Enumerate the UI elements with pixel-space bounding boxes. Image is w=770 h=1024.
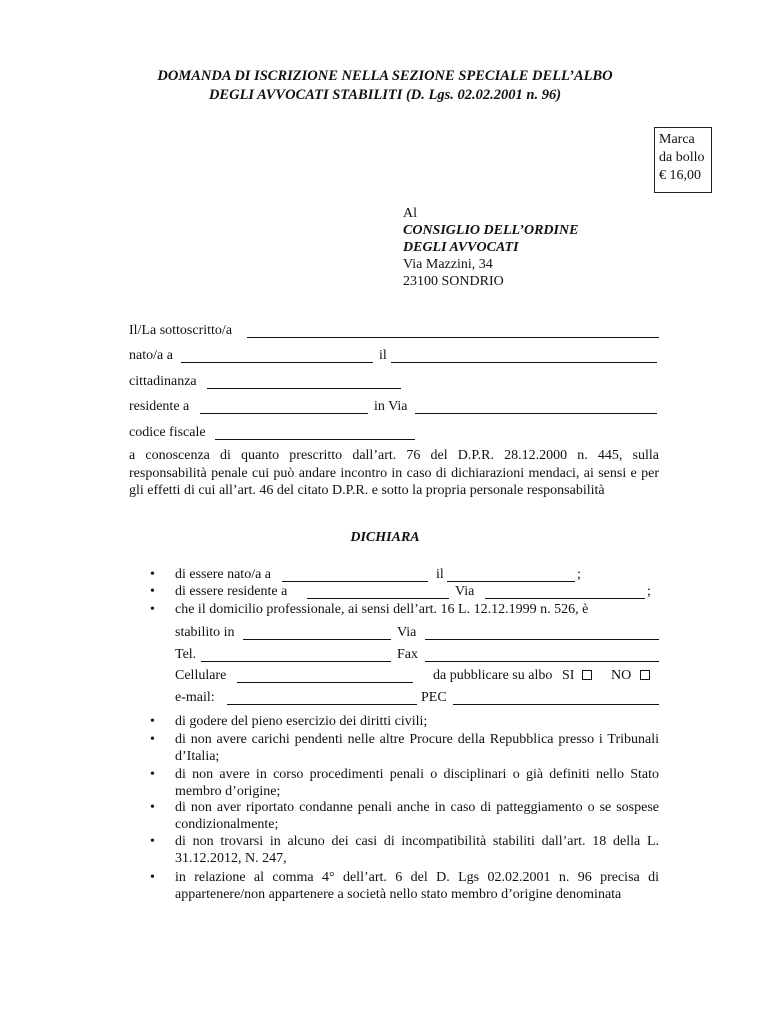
declaration-domicile-label: che il domicilio professionale, ai sensi dell’art. 16 L. 12.12.1999 n. 526, è	[175, 602, 589, 617]
bullet-icon: •	[150, 714, 155, 729]
bullet-icon: •	[150, 800, 155, 815]
mobile-field[interactable]	[237, 668, 413, 683]
publish-label: da pubblicare su albo	[433, 668, 553, 683]
declares-heading: DICHIARA	[350, 530, 420, 545]
pec-field[interactable]	[453, 690, 659, 705]
email-field[interactable]	[227, 690, 417, 705]
undersigned-field[interactable]	[247, 323, 659, 338]
declaration-born-end: ;	[577, 567, 581, 582]
no-label: NO	[611, 668, 632, 683]
established-in-label: stabilito in	[175, 625, 235, 640]
publish-yes-checkbox[interactable]	[582, 670, 592, 680]
citizenship-label: cittadinanza	[129, 374, 197, 389]
domicile-city-field[interactable]	[243, 625, 391, 640]
bullet-icon: •	[150, 767, 155, 782]
addressee-org-line-1: CONSIGLIO DELL’ORDINE	[403, 223, 579, 238]
email-label: e-mail:	[175, 690, 215, 705]
born-in-label: nato/a a	[129, 348, 173, 363]
declaration-born-label: di essere nato/a a	[175, 567, 272, 582]
form-title	[60, 67, 710, 105]
addressee-city: 23100 SONDRIO	[403, 274, 504, 289]
tax-code-row	[129, 424, 659, 442]
born-on-label: il	[379, 348, 387, 363]
undersigned-row	[129, 322, 659, 340]
declaration-resident-end: ;	[647, 584, 651, 599]
undersigned-label: Il/La sottoscritto/a	[129, 323, 233, 338]
domicile-street-field[interactable]	[425, 625, 659, 640]
addressee-street: Via Mazzini, 34	[403, 257, 493, 272]
tel-field[interactable]	[201, 647, 391, 662]
addressee-org-line-2: DEGLI AVVOCATI	[403, 240, 519, 255]
revenue-stamp-box	[654, 127, 712, 193]
bullet-icon: •	[150, 584, 155, 599]
declaration-birthdate-field[interactable]	[447, 567, 575, 582]
domicile-street-label: Via	[397, 625, 417, 640]
declaration-item: di godere del pieno esercizio dei diritti civili;	[175, 714, 428, 729]
stamp-line-1: Marca	[659, 132, 695, 147]
declaration-residence-city-field[interactable]	[307, 584, 449, 599]
declaration-item: di non avere carichi pendenti nelle altre Procure della Repubblica presso i Tribunali d’Italia;	[175, 732, 659, 764]
publish-no-checkbox[interactable]	[640, 670, 650, 680]
residence-row	[129, 398, 659, 416]
birthplace-field[interactable]	[181, 348, 373, 363]
addressee-block	[403, 205, 578, 290]
title-line-2: DEGLI AVVOCATI STABILITI (D. Lgs. 02.02.2001 n. 96)	[208, 87, 562, 103]
tax-code-label: codice fiscale	[129, 425, 206, 440]
declaration-item: di non trovarsi in alcuno dei casi di incompatibilità stabiliti dall’art. 18 della L. 31.12.2012, N. 247,	[175, 834, 659, 866]
citizenship-field[interactable]	[207, 374, 401, 389]
title-line-1: DOMANDA DI ISCRIZIONE NELLA SEZIONE SPECIALE DELL’ALBO	[157, 68, 613, 84]
birth-row	[129, 347, 659, 365]
fax-field[interactable]	[425, 647, 659, 662]
intro-paragraph: a conoscenza di quanto prescritto dall’art. 76 del D.P.R. 28.12.2000 n. 445, sulla responsabilità penale cui può andare incontro in caso di dichiarazioni mendaci, ai sensi e per gli effetti di cui all’art. 46 del citato D.P.R. e sotto la propria personale responsabilità	[129, 448, 659, 498]
bullet-icon: •	[150, 834, 155, 849]
declaration-residence-street-field[interactable]	[485, 584, 645, 599]
bullet-icon: •	[150, 602, 155, 617]
declaration-item: di non avere in corso procedimenti penali o disciplinari o già definiti nello Stato membro d’origine;	[175, 767, 659, 799]
bullet-icon: •	[150, 567, 155, 582]
declaration-item: di non aver riportato condanne penali anche in caso di patteggiamento o se sospese condizionalmente;	[175, 800, 659, 832]
stamp-line-2: da bollo	[659, 150, 705, 165]
residence-street-label: in Via	[374, 399, 408, 414]
declaration-item: in relazione al comma 4° dell’art. 6 del D. Lgs 02.02.2001 n. 96 precisa di appartenere/non appartenere a società nello stato membro d’origine denominata	[175, 870, 659, 902]
fax-label: Fax	[397, 647, 418, 662]
bullet-icon: •	[150, 732, 155, 747]
resident-in-label: residente a	[129, 399, 190, 414]
yes-label: SI	[562, 668, 575, 683]
birthdate-field[interactable]	[391, 348, 657, 363]
stamp-line-3: € 16,00	[659, 168, 701, 183]
tel-label: Tel.	[175, 647, 197, 662]
bullet-icon: •	[150, 870, 155, 885]
mobile-label: Cellulare	[175, 668, 227, 683]
tax-code-field[interactable]	[215, 425, 415, 440]
declaration-born-on-label: il	[436, 567, 444, 582]
residence-city-field[interactable]	[200, 399, 368, 414]
declaration-birthplace-field[interactable]	[282, 567, 428, 582]
declaration-resident-label: di essere residente a	[175, 584, 288, 599]
declaration-street-label: Via	[455, 584, 475, 599]
citizenship-row	[129, 373, 659, 391]
addressee-to: Al	[403, 206, 417, 221]
residence-street-field[interactable]	[415, 399, 657, 414]
pec-label: PEC	[421, 690, 447, 705]
